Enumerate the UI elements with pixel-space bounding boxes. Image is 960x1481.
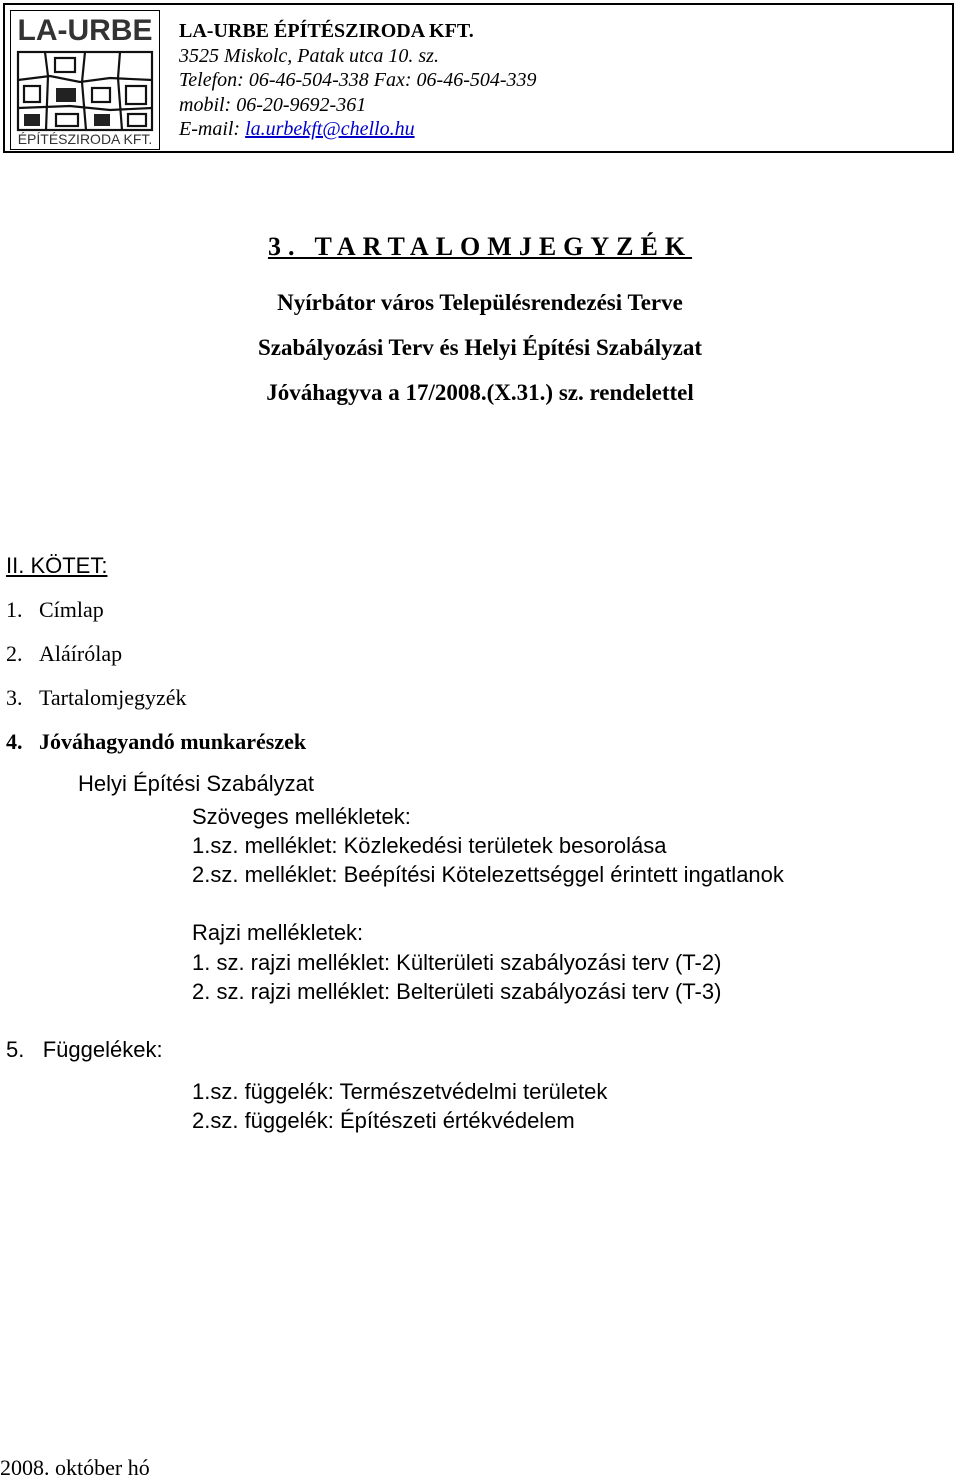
text-attachment-1: 1.sz. melléklet: Közlekedési területek besorolása bbox=[192, 833, 667, 858]
drawing-attachments-title: Rajzi mellékletek: bbox=[192, 920, 364, 945]
drawing-attachment-1: 1. sz. rajzi melléklet: Külterületi szabályozási terv (T-2) bbox=[192, 950, 722, 975]
company-email-row bbox=[179, 117, 537, 142]
company-phone-fax: Telefon: 06-46-504-338 Fax: 06-46-504-339 bbox=[179, 69, 537, 91]
footer-date: 2008. október hó bbox=[0, 1455, 150, 1480]
toc-item-label: Függelékek: bbox=[42, 1037, 163, 1062]
logo-bottom-text: ÉPÍTÉSZIRODA KFT. bbox=[17, 131, 153, 147]
toc-item-1 bbox=[6, 597, 104, 623]
drawing-attachment-2: 2. sz. rajzi melléklet: Belterületi szabályozási terv (T-3) bbox=[192, 979, 722, 1004]
section4-heading: Helyi Építési Szabályzat bbox=[78, 771, 314, 796]
text-attachment-2: 2.sz. melléklet: Beépítési Kötelezettséggel érintett ingatlanok bbox=[192, 862, 784, 887]
toc-item-number: 1. bbox=[6, 597, 23, 622]
email-link[interactable]: la.urbekft@chello.hu bbox=[245, 118, 415, 140]
toc-item-4 bbox=[6, 729, 306, 755]
toc-item-label: Címlap bbox=[39, 597, 104, 622]
document-title: 3. TARTALOMJEGYZÉK bbox=[267, 232, 693, 261]
toc-item-number: 5. bbox=[6, 1037, 25, 1062]
toc-item-number: 3. bbox=[6, 685, 23, 710]
subtitle-3: Jóváhagyva a 17/2008.(X.31.) sz. rendelettel bbox=[266, 380, 694, 405]
toc-item-number: 4. bbox=[6, 729, 23, 754]
volume-label: II. KÖTET: bbox=[6, 553, 108, 578]
toc-item-label: Tartalomjegyzék bbox=[39, 685, 187, 710]
toc-item-3 bbox=[6, 685, 187, 711]
company-info bbox=[179, 19, 537, 142]
subtitle-1: Nyírbátor város Településrendezési Terve bbox=[277, 290, 683, 315]
company-logo bbox=[10, 10, 160, 150]
toc-item-label: Jóváhagyandó munkarészek bbox=[39, 729, 307, 754]
logo-top-text: LA-URBE bbox=[17, 14, 153, 47]
toc-item-5 bbox=[6, 1037, 163, 1063]
toc-item-number: 2. bbox=[6, 641, 23, 666]
email-label: E-mail: bbox=[179, 118, 246, 140]
appendix-1: 1.sz. függelék: Természetvédelmi területek bbox=[192, 1079, 608, 1104]
text-attachments-title: Szöveges mellékletek: bbox=[192, 804, 411, 829]
company-mobile: mobil: 06-20-9692-361 bbox=[179, 93, 367, 116]
appendix-2: 2.sz. függelék: Építészeti értékvédelem bbox=[192, 1108, 575, 1133]
toc-item-2 bbox=[6, 641, 122, 667]
subtitle-2: Szabályozási Terv és Helyi Építési Szabályzat bbox=[257, 335, 703, 360]
letterhead bbox=[3, 3, 954, 153]
company-address: 3525 Miskolc, Patak utca 10. sz. bbox=[179, 44, 439, 67]
company-name: LA-URBE ÉPÍTÉSZIRODA KFT. bbox=[179, 20, 474, 42]
toc-item-label: Aláírólap bbox=[39, 641, 123, 666]
